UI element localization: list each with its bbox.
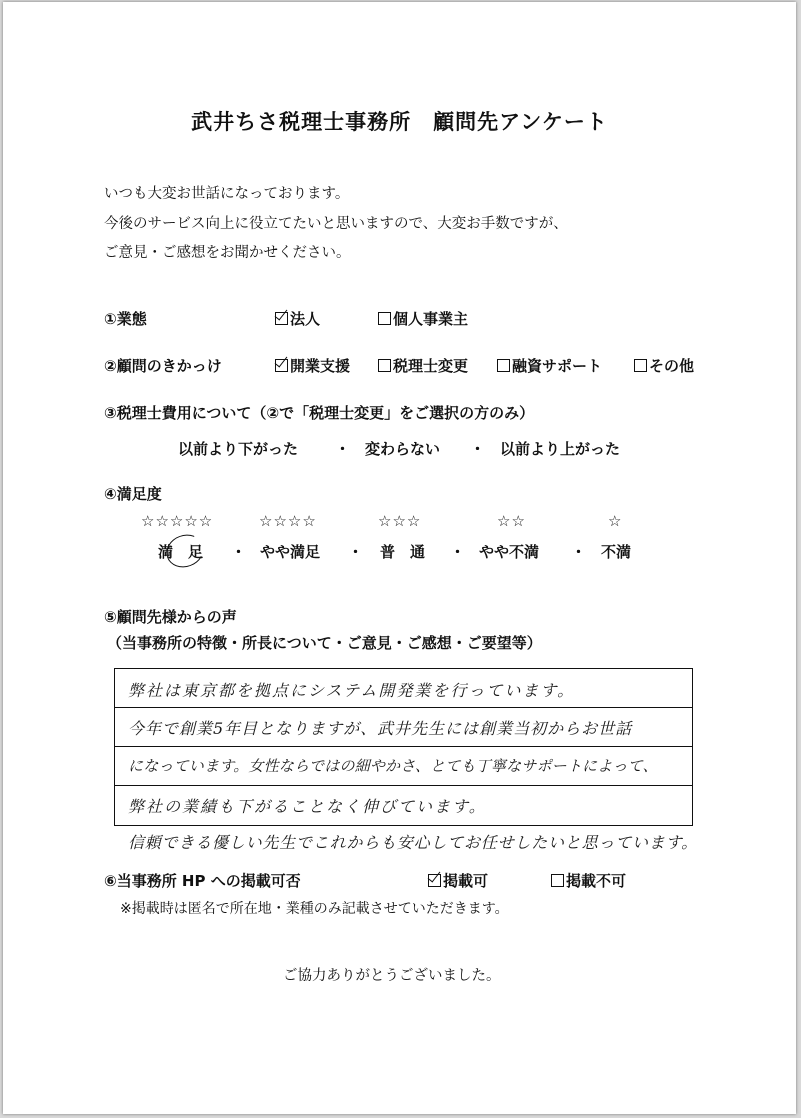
option-label: 税理士変更 — [393, 357, 469, 375]
survey-sheet — [3, 2, 796, 1114]
option-label: 融資サポート — [512, 357, 603, 375]
q3-option-lower[interactable]: 以前より下がった — [178, 440, 299, 458]
q3-option-unchanged[interactable]: 変わらない — [365, 440, 441, 458]
option-label: 個人事業主 — [393, 310, 469, 328]
q3-separator: ・ — [335, 440, 351, 458]
stars-4-icon: ☆☆☆☆ — [259, 512, 317, 530]
option-label: 法人 — [290, 310, 321, 328]
q2-option-startup-support[interactable] — [275, 355, 350, 376]
q2-label: ②顧問のきかっけ — [104, 357, 222, 375]
q6-label: ⑥当事務所 HP への掲載可否 — [104, 872, 301, 890]
q4-separator: ・ — [231, 543, 247, 561]
q4-separator: ・ — [450, 543, 466, 561]
handwritten-comment-line-4: 弊社の業績も下がることなく伸びています。 — [128, 797, 487, 816]
checkbox-checked-icon[interactable] — [428, 874, 441, 887]
option-label: 掲載可 — [443, 872, 489, 890]
intro-line-3: ご意見・ご感想をお聞かせください。 — [104, 245, 351, 261]
q2-option-tax-accountant-change[interactable] — [378, 355, 468, 376]
option-label: 開業支援 — [290, 357, 351, 375]
stars-1-icon: ☆ — [608, 512, 623, 530]
satisfaction-somewhat-dissatisfied[interactable]: やや不満 — [479, 543, 540, 561]
q6-option-publish-ok[interactable] — [428, 870, 488, 891]
q2-option-financing-support[interactable] — [497, 355, 602, 376]
handdrawn-circle-mark — [162, 529, 209, 572]
option-label: その他 — [649, 357, 695, 375]
comment-ruled-line — [114, 707, 693, 708]
checkbox-icon[interactable] — [551, 874, 564, 887]
comment-ruled-line — [114, 746, 693, 747]
q5-label: ⑤顧問先様からの声 — [104, 608, 237, 626]
handwritten-comment-line-5: 信頼できる優しい先生でこれからも安心してお任せしたいと思っています。 — [128, 833, 698, 852]
q1-option-sole-proprietor[interactable] — [378, 308, 468, 329]
q3-option-higher[interactable]: 以前より上がった — [500, 440, 621, 458]
stars-2-icon: ☆☆ — [497, 512, 526, 530]
handwritten-comment-line-3: になっています。女性ならではの細やかさ、とても丁寧なサポートによって、 — [128, 757, 658, 775]
satisfaction-neutral[interactable]: 普 通 — [380, 543, 426, 561]
intro-line-1: いつも大変お世話になっております。 — [104, 186, 350, 202]
q3-label: ③税理士費用について（②で「税理士変更」をご選択の方のみ） — [104, 404, 535, 422]
thanks-message: ご協力ありがとうございました。 — [283, 968, 501, 984]
q1-option-corporation[interactable] — [275, 308, 320, 329]
intro-line-2: 今後のサービス向上に役立てたいと思いますので、大変お手数ですが、 — [104, 216, 568, 232]
checkbox-icon[interactable] — [378, 359, 391, 372]
checkbox-icon[interactable] — [634, 359, 647, 372]
q3-separator: ・ — [470, 440, 486, 458]
q6-option-publish-ng[interactable] — [551, 870, 626, 891]
satisfaction-satisfied[interactable]: 満 足 — [158, 543, 204, 561]
satisfaction-somewhat-satisfied[interactable]: やや満足 — [260, 543, 321, 561]
comment-ruled-line — [114, 785, 693, 786]
checkbox-icon[interactable] — [378, 312, 391, 325]
checkbox-icon[interactable] — [497, 359, 510, 372]
stars-5-icon: ☆☆☆☆☆ — [141, 512, 214, 530]
checkbox-checked-icon[interactable] — [275, 359, 288, 372]
q1-label: ①業態 — [104, 310, 147, 328]
satisfaction-dissatisfied[interactable]: 不満 — [601, 543, 632, 561]
handwritten-comment-line-1: 弊社は東京都を拠点にシステム開発業を行っています。 — [128, 681, 576, 700]
handwritten-comment-line-2: 今年で創業5年目となりますが、武井先生には創業当初からお世話 — [128, 719, 633, 738]
q5-sublabel: （当事務所の特徴・所長について・ご意見・ご感想・ご要望等） — [107, 634, 542, 652]
option-label: 掲載不可 — [566, 872, 627, 890]
checkbox-checked-icon[interactable] — [275, 312, 288, 325]
q2-option-other[interactable] — [634, 355, 694, 376]
q4-label: ④満足度 — [104, 485, 162, 503]
stars-3-icon: ☆☆☆ — [378, 512, 422, 530]
q4-separator: ・ — [348, 543, 364, 561]
page-title: 武井ちさ税理士事務所 顧問先アンケート — [191, 110, 608, 134]
q4-separator: ・ — [571, 543, 587, 561]
q6-note: ※掲載時は匿名で所在地・業種のみ記載させていただきます。 — [120, 901, 509, 917]
